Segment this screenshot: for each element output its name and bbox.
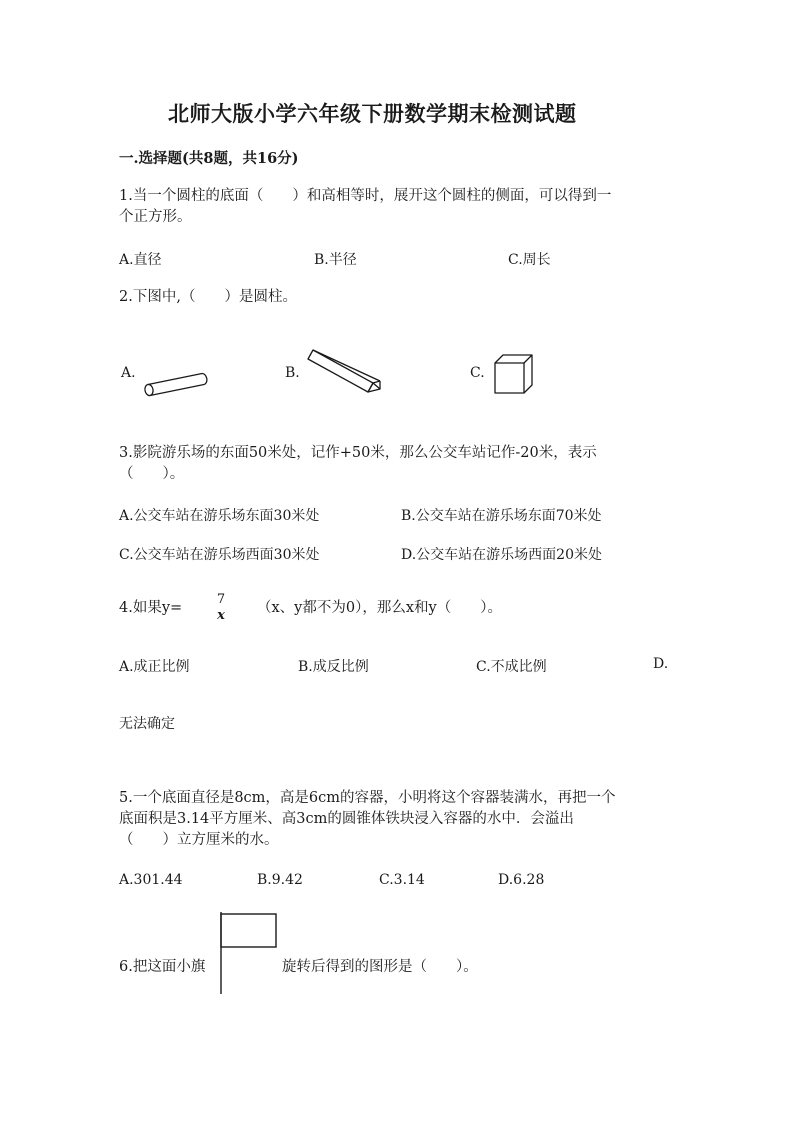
question-3-option-b[interactable]: B.公交车站在游乐场东面70米处 [401, 508, 602, 524]
question-5-line-3: （ ）立方厘米的水。 [119, 832, 279, 848]
question-1-line-1: 1.当一个圆柱的底面（ ）和高相等时，展开这个圆柱的侧面，可以得到一 [119, 188, 612, 204]
question-3-line-1: 3.影院游乐场的东面50米处，记作+50米，那么公交车站记作-20米，表示 [119, 445, 597, 461]
question-1-option-c[interactable]: C.周长 [508, 252, 551, 268]
question-6-prefix: 6.把这面小旗 [119, 959, 206, 975]
cube-figure [492, 352, 534, 396]
fraction-denominator: x [217, 608, 225, 623]
triangular-prism-figure [302, 346, 384, 398]
question-5-line-2: 底面积是3.14平方厘米、高3cm的圆锥体铁块浸入容器的水中．会溢出 [119, 811, 574, 827]
cylinder-rod-figure [140, 370, 215, 400]
question-3-option-c[interactable]: C.公交车站在游乐场西面30米处 [119, 547, 320, 563]
question-3-option-d[interactable]: D.公交车站在游乐场西面20米处 [401, 547, 602, 563]
question-4-option-d-text[interactable]: 无法确定 [119, 716, 175, 732]
question-2-text: 2.下图中,（ ）是圆柱。 [119, 289, 297, 305]
flag-figure [218, 911, 280, 995]
fraction [214, 592, 228, 624]
question-4-suffix: （x、y都不为0），那么x和y（ ）。 [257, 600, 502, 616]
question-5-option-b[interactable]: B.9.42 [257, 872, 303, 888]
question-2-option-c[interactable]: C. [470, 365, 485, 381]
question-5-line-1: 5.一个底面直径是8cm，高是6cm的容器，小明将这个容器装满水，再把一个 [119, 790, 616, 806]
question-1-option-b[interactable]: B.半径 [314, 252, 357, 268]
question-4-option-b[interactable]: B.成反比例 [298, 659, 369, 675]
question-4-prefix: 4.如果y= [119, 600, 183, 616]
question-4-option-c[interactable]: C.不成比例 [476, 659, 547, 675]
question-1-option-a[interactable]: A.直径 [119, 252, 162, 268]
fraction-numerator: 7 [216, 592, 226, 607]
section-heading: 一.选择题(共8题，共16分) [119, 150, 299, 167]
question-1-line-2: 个正方形。 [119, 209, 192, 225]
question-2-option-b[interactable]: B. [285, 365, 300, 381]
page-title: 北师大版小学六年级下册数学期末检测试题 [168, 101, 577, 126]
question-3-option-a[interactable]: A.公交车站在游乐场东面30米处 [119, 508, 320, 524]
question-5-option-d[interactable]: D.6.28 [498, 872, 545, 888]
question-5-option-c[interactable]: C.3.14 [379, 872, 425, 888]
question-4-option-d[interactable]: D. [653, 656, 669, 672]
question-4-option-a[interactable]: A.成正比例 [119, 659, 190, 675]
question-2-option-a[interactable]: A. [121, 365, 136, 381]
question-5-option-a[interactable]: A.301.44 [119, 872, 183, 888]
question-3-line-2: （ ）。 [119, 466, 185, 482]
question-6-suffix: 旋转后得到的图形是（ ）。 [282, 959, 478, 975]
